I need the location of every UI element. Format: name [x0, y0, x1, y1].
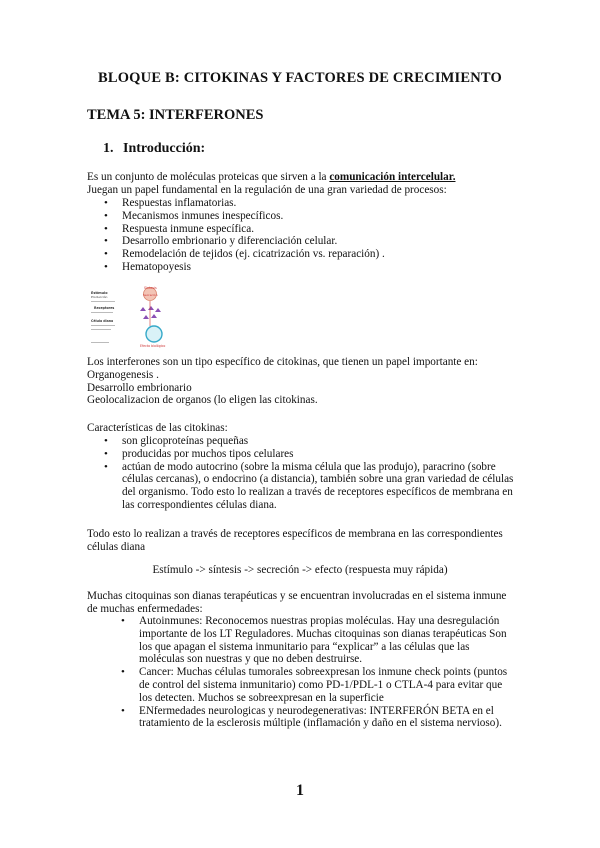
- panel-line: Estímulo: [91, 291, 108, 295]
- paragraph-line: Los interferones son un tipo específico de citokinas, que tienen un papel importante en:: [87, 356, 478, 368]
- section-label: Introducción:: [123, 141, 206, 156]
- list-item: • Mecanismos inmunes inespecíficos.: [104, 210, 524, 223]
- topic-title: TEMA 5: INTERFERONES: [87, 107, 264, 123]
- paragraph-line: Desarrollo embrionario: [87, 381, 192, 394]
- intro-paragraph: [87, 171, 527, 197]
- list-item: • actúan de modo autocrino (sobre la misma célula que las produjo), paracrino (sobre células cercanas), o endocrino (a distancia), también sobre una gran variedad de células del organismo. Todo esto lo realizan a través de receptores específicos de membrana en las correspondientes células diana.: [104, 461, 514, 512]
- paragraph-line: Geolocalizacion de organos (lo eligen las citokinas.: [87, 394, 318, 407]
- diagram-text-panel: [91, 291, 115, 343]
- section-heading: [103, 141, 205, 157]
- process-list: [104, 197, 524, 274]
- list-item: • Respuesta inmune específica.: [104, 223, 524, 236]
- diagram-label: Secreción: [143, 293, 158, 297]
- list-item: • Autoinmunes: Reconocemos nuestras propias moléculas. Hay una desregulación importante de los LT Reguladores. Muchas citoquinas son dianas terapéuticas Son los que apagan el sistema inmunitario para “explicar” a las células que las moléculas son nuestras y que no deben destruirse.: [121, 615, 517, 666]
- list-item: • ENfermedades neurologicas y neurodegenerativas: INTERFERÓN BETA en el tratamiento de la esclerosis múltiple (inflamación y daño en el sistema nervioso).: [121, 705, 517, 731]
- panel-line: Célula diana: [91, 319, 114, 323]
- target-cell-icon: [146, 326, 162, 342]
- list-item: • Respuestas inflamatorias.: [104, 197, 524, 210]
- interferon-paragraph: [87, 356, 527, 407]
- diagram-label: Efecto biológico: [140, 344, 166, 348]
- list-item: • producidas por muchos tipos celulares: [104, 448, 514, 461]
- panel-line: Receptores: [94, 306, 115, 310]
- characteristics-heading: Características de las citokinas:: [87, 422, 228, 434]
- section-number: 1.: [103, 141, 114, 156]
- list-item: • Hematopoyesis: [104, 261, 524, 274]
- intro-line2: Juegan un papel fundamental en la regulación de una gran variedad de procesos:: [87, 183, 447, 196]
- intro-emphasis: comunicación intercelular.: [329, 171, 456, 183]
- list-item: • Cancer: Muchas células tumorales sobreexpresan los inmune check points (puntos de control del sistema inmunitario) como PD-1/PDL-1 o CTLA-4 para evitar que los detecten. Muchos se sobreexpresan en la superficie: [121, 666, 517, 704]
- membrane-receptors-paragraph: Todo esto lo realizan a través de receptores específicos de membrana en las correspondientes células diana: [87, 528, 503, 553]
- list-item: • Remodelación de tejidos (ej. cicatrización vs. reparación) .: [104, 248, 524, 261]
- list-item: • son glicoproteínas pequeñas: [104, 435, 514, 448]
- targets-list: [121, 615, 517, 730]
- targets-heading: Muchas citoquinas son dianas terapéuticas y se encuentran involucradas en el sistema inmune de muchas enfermedades:: [87, 590, 507, 615]
- paragraph-line: Organogenesis .: [87, 368, 159, 381]
- cytokine-diagram: [90, 284, 180, 348]
- page-number: 1: [296, 782, 304, 799]
- list-item: • Desarrollo embrionario y diferenciación celular.: [104, 235, 524, 248]
- cytokine-molecules-icon: [140, 306, 161, 319]
- diagram-label: Síntesis: [144, 286, 157, 290]
- characteristics-list: [104, 435, 514, 512]
- document-title: BLOQUE B: CITOKINAS Y FACTORES DE CRECIMIENTO: [97, 70, 503, 86]
- panel-line: Producción: [91, 295, 108, 299]
- intro-line1: Es un conjunto de moléculas proteicas que sirven a la: [87, 171, 330, 183]
- cytokine-flow-text: Estímulo -> síntesis -> secreción -> efecto (respuesta muy rápida): [152, 564, 448, 576]
